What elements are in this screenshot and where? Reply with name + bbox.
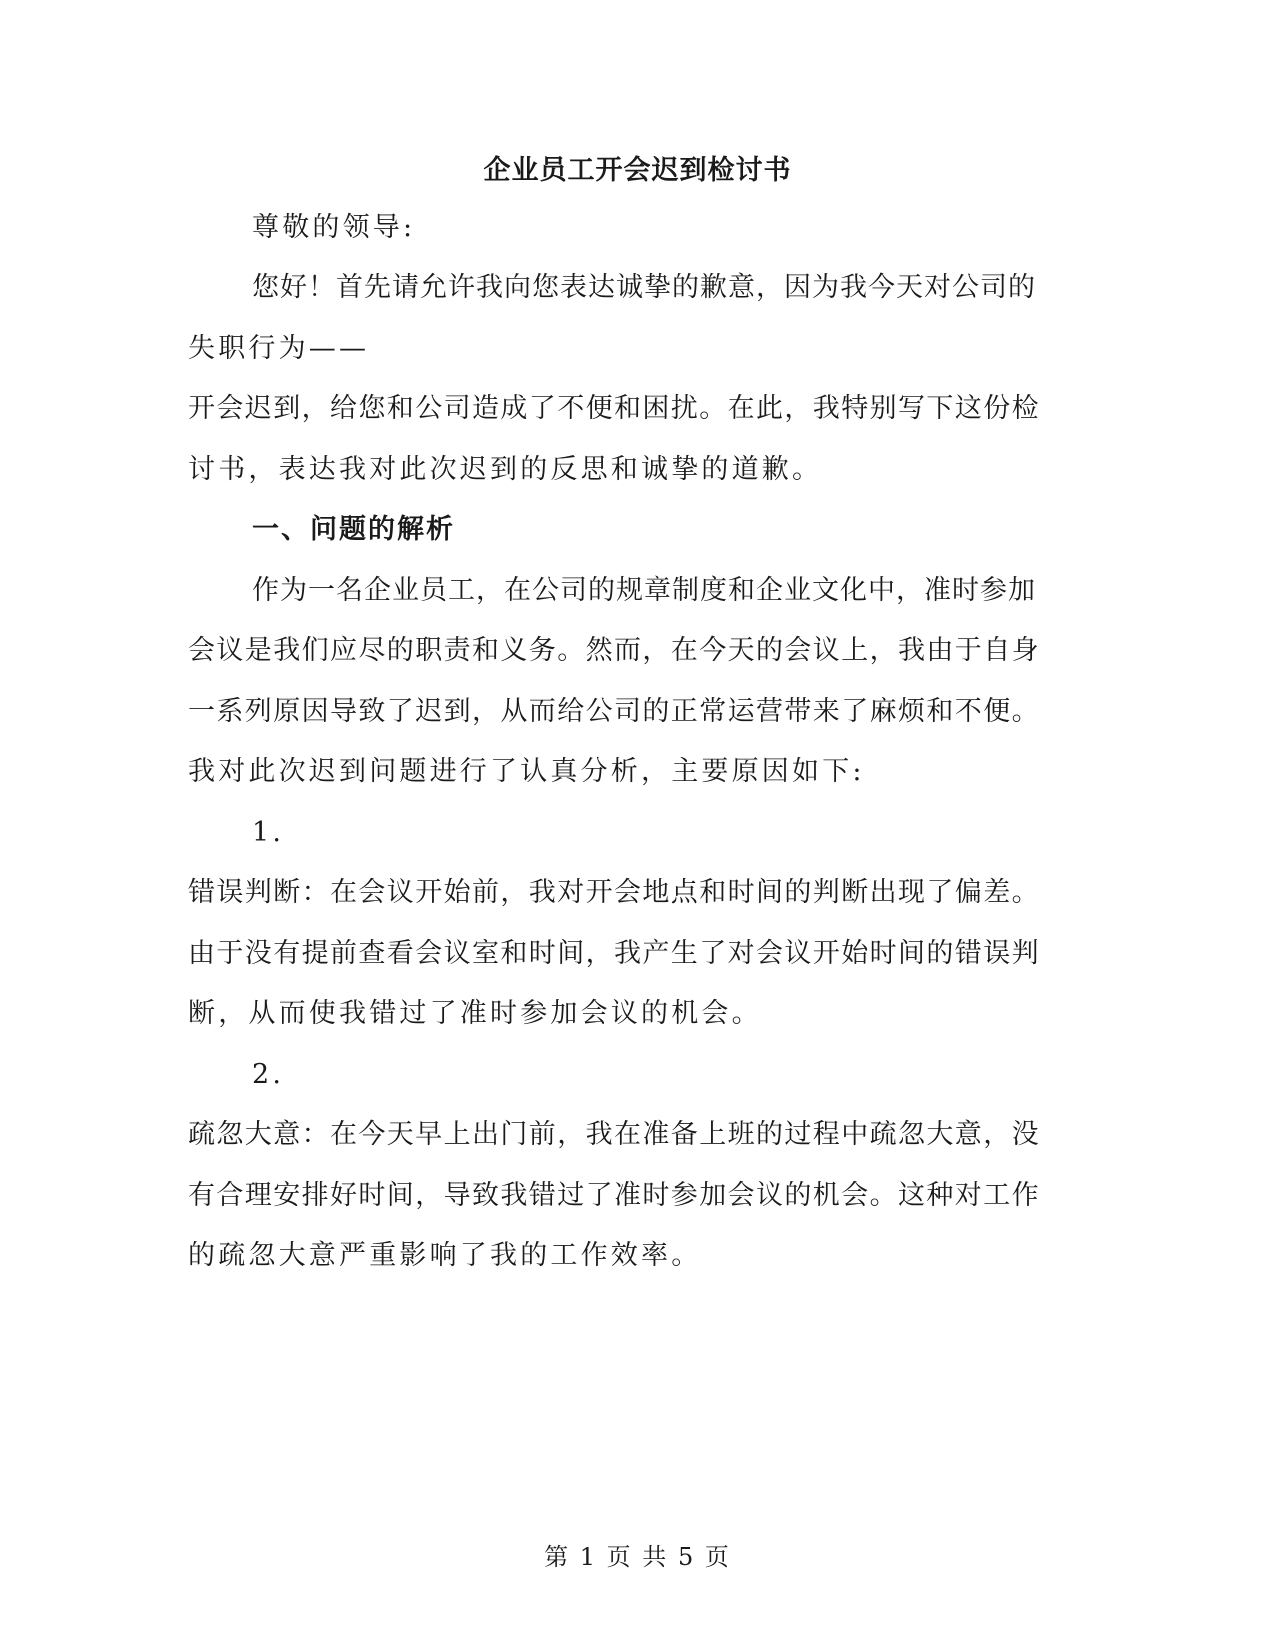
salutation: 尊敬的领导: (252, 212, 416, 243)
paragraph-line: 讨书，表达我对此次迟到的反思和诚挚的道歉。 (188, 454, 823, 485)
document-title: 企业员工开会迟到检讨书 (483, 155, 792, 186)
paragraph-line: 断，从而使我错过了准时参加会议的机会。 (188, 998, 762, 1029)
paragraph-line: 作为一名企业员工，在公司的规章制度和企业文化中，准时参加 (252, 575, 1036, 606)
paragraph-line: 的疏忽大意严重影响了我的工作效率。 (188, 1240, 702, 1271)
paragraph-line: 由于没有提前查看会议室和时间，我产生了对会议开始时间的错误判 (188, 938, 1040, 969)
paragraph-line: 您好！首先请允许我向您表达诚挚的歉意，因为我今天对公司的 (252, 272, 1036, 303)
list-number: 2. (252, 1059, 285, 1090)
list-number: 1. (252, 817, 285, 848)
paragraph-line: 疏忽大意：在今天早上出门前，我在准备上班的过程中疏忽大意，没 (188, 1119, 1040, 1150)
section-heading: 一、问题的解析 (252, 514, 455, 545)
paragraph-line: 开会迟到，给您和公司造成了不便和困扰。在此，我特别写下这份检 (188, 393, 1040, 424)
paragraph-line: 失职行为—— (188, 333, 370, 364)
paragraph-line: 会议是我们应尽的职责和义务。然而，在今天的会议上，我由于自身 (188, 635, 1040, 666)
paragraph-line: 有合理安排好时间，导致我错过了准时参加会议的机会。这种对工作 (188, 1180, 1040, 1211)
paragraph-line: 我对此次迟到问题进行了认真分析，主要原因如下: (188, 756, 865, 787)
paragraph-line: 错误判断：在会议开始前，我对开会地点和时间的判断出现了偏差。 (188, 877, 1040, 908)
paragraph-line: 一系列原因导致了迟到，从而给公司的正常运营带来了麻烦和不便。 (188, 696, 1040, 727)
page-footer: 第 1 页 共 5 页 (544, 1543, 731, 1571)
